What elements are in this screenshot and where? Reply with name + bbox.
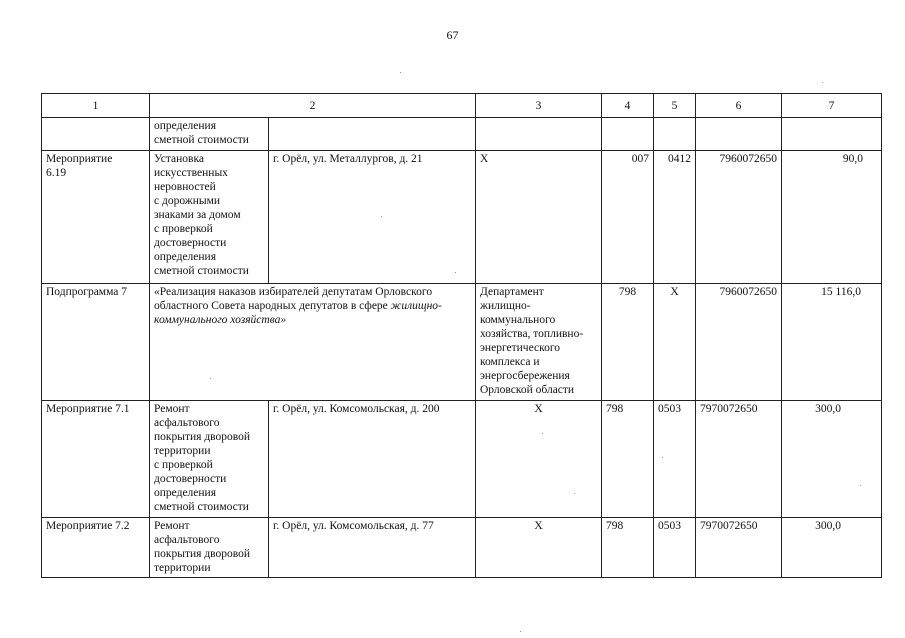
cell-address: г. Орёл, ул. Металлургов, д. 21 — [269, 151, 476, 284]
cell-description: Ремонт асфальтового покрытия дворовой территории с проверкой достоверности определения сметной стоимости — [150, 401, 269, 518]
table-row — [42, 518, 882, 578]
scan-speck — [210, 378, 211, 379]
header-cell-7: 7 — [782, 94, 882, 118]
scan-speck — [822, 82, 823, 83]
cell-label — [42, 118, 150, 151]
table-row — [42, 151, 882, 284]
cell-col7 — [782, 118, 882, 151]
cell-label: Мероприятие 7.1 — [42, 401, 150, 518]
cell-col6: 7970072650 — [696, 401, 782, 518]
scan-speck — [662, 457, 663, 458]
cell-description: Ремонт асфальтового покрытия дворовой территории — [150, 518, 269, 578]
header-cell-2: 2 — [150, 94, 476, 118]
cell-col5: 0412 — [654, 151, 696, 284]
cell-label: Мероприятие 6.19 — [42, 151, 150, 284]
cell-col5 — [654, 118, 696, 151]
cell-executor — [476, 118, 602, 151]
table-row — [42, 284, 882, 401]
scan-speck — [381, 216, 382, 217]
cell-executor: Х — [476, 518, 602, 578]
cell-description: определения сметной стоимости — [150, 118, 269, 151]
description-text-italic: жилищно-коммунального хозяйства» — [154, 300, 442, 326]
cell-address — [269, 118, 476, 151]
scan-speck — [860, 485, 861, 486]
scan-speck — [542, 433, 543, 434]
cell-address: г. Орёл, ул. Комсомольская, д. 200 — [269, 401, 476, 518]
cell-description — [150, 284, 476, 401]
cell-col7: 300,0 — [782, 518, 882, 578]
cell-col5: Х — [654, 284, 696, 401]
header-cell-5: 5 — [654, 94, 696, 118]
cell-col7: 15 116,0 — [782, 284, 882, 401]
table-header-row — [42, 94, 882, 118]
table-row-continuation — [42, 118, 882, 151]
cell-col6: 7970072650 — [696, 518, 782, 578]
cell-col4: 798 — [602, 284, 654, 401]
cell-col4 — [602, 118, 654, 151]
cell-address: г. Орёл, ул. Комсомольская, д. 77 — [269, 518, 476, 578]
scan-speck — [574, 493, 575, 494]
cell-col4: 007 — [602, 151, 654, 284]
scan-speck — [400, 72, 401, 73]
cell-col6 — [696, 118, 782, 151]
cell-col7: 300,0 — [782, 401, 882, 518]
cell-executor: Департамент жилищно- коммунального хозяйства, топливно- энергетического комплекса и энергосбережения Орловской области — [476, 284, 602, 401]
description-text: «Реализация наказов избирателей депутатам Орловского областного Совета народных депутатов в сфере — [154, 286, 433, 312]
header-cell-4: 4 — [602, 94, 654, 118]
cell-description: Установка искусственных неровностей с дорожными знаками за домом с проверкой достоверности определения сметной стоимости — [150, 151, 269, 284]
cell-col5: 0503 — [654, 401, 696, 518]
cell-col6: 7960072650 — [696, 151, 782, 284]
cell-label: Мероприятие 7.2 — [42, 518, 150, 578]
scan-speck — [520, 631, 521, 632]
cell-col4: 798 — [602, 518, 654, 578]
table-row — [42, 401, 882, 518]
cell-col6: 7960072650 — [696, 284, 782, 401]
header-cell-1: 1 — [42, 94, 150, 118]
cell-executor: Х — [476, 401, 602, 518]
cell-col5: 0503 — [654, 518, 696, 578]
header-cell-6: 6 — [696, 94, 782, 118]
header-cell-3: 3 — [476, 94, 602, 118]
cell-label: Подпрограмма 7 — [42, 284, 150, 401]
page-number: 67 — [446, 28, 459, 42]
cell-col7: 90,0 — [782, 151, 882, 284]
budget-table — [41, 93, 882, 578]
cell-executor: Х — [476, 151, 602, 284]
cell-col4: 798 — [602, 401, 654, 518]
scan-speck — [455, 272, 456, 273]
